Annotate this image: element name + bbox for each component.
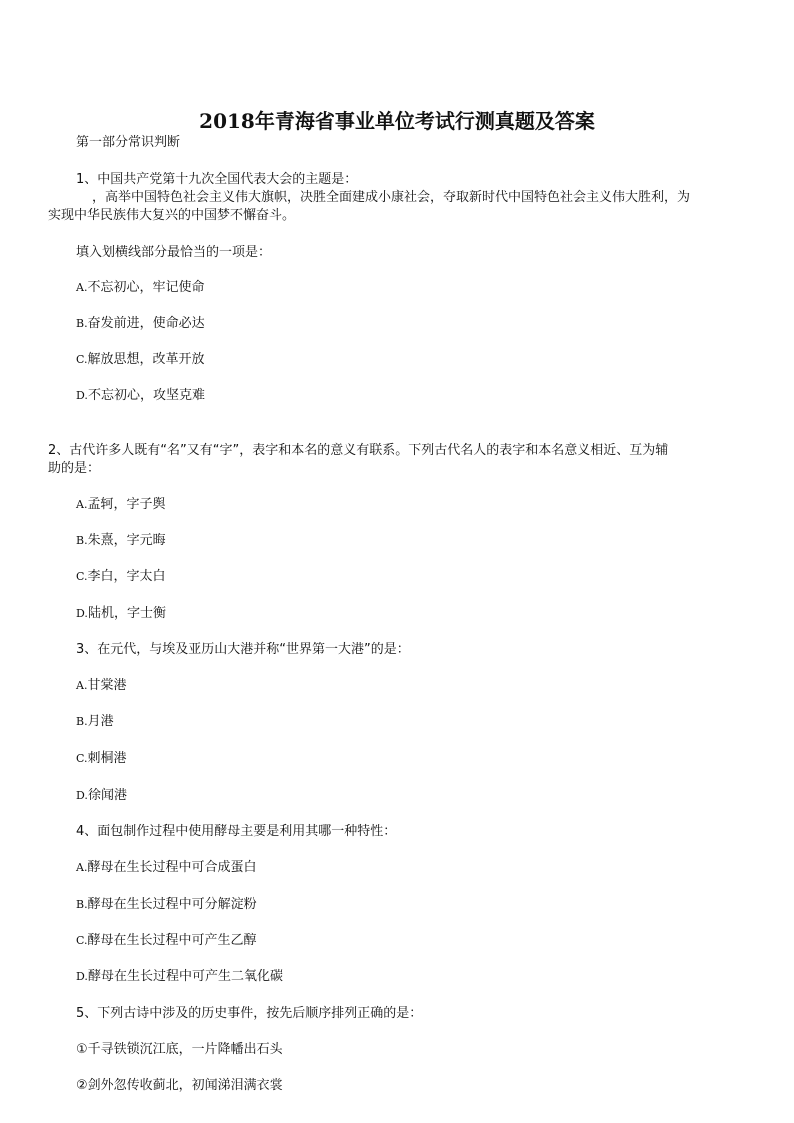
option-text: 不忘初心，牢记使命 (87, 280, 205, 295)
q4-option-c (76, 932, 257, 950)
q4-option-a (76, 859, 256, 877)
option-letter: D. (76, 389, 88, 402)
option-text: 月港 (87, 714, 114, 729)
option-text: 陆机，字士衡 (87, 606, 166, 621)
option-letter: A. (76, 679, 88, 692)
option-letter: C. (76, 934, 88, 947)
q3-stem: 3、在元代，与埃及亚历山大港并称“世界第一大港”的是： (76, 642, 410, 657)
option-letter: B. (76, 715, 88, 728)
option-text: 李白，字太白 (87, 569, 166, 584)
q2-option-d (76, 605, 166, 623)
option-letter: C. (76, 570, 88, 583)
q2-option-b (76, 532, 166, 550)
option-text: 甘棠港 (87, 678, 127, 693)
q2-option-c (76, 568, 166, 586)
option-letter: B. (76, 898, 88, 911)
option-letter: A. (76, 281, 88, 294)
option-text: 不忘初心，攻坚克难 (87, 388, 205, 403)
option-letter: A. (76, 498, 88, 511)
option-text: 酵母在生长过程中可产生二氧化碳 (87, 969, 283, 984)
q4-option-b (76, 896, 257, 914)
q2-option-a (76, 496, 165, 514)
q1-stem-line3: 实现中华民族伟大复兴的中国梦不懈奋斗。 (48, 208, 296, 223)
option-letter: B. (76, 534, 88, 547)
option-text: 孟轲，字子舆 (87, 497, 166, 512)
q3-option-c (76, 750, 127, 768)
q1-option-a (76, 279, 204, 297)
q1-option-d (76, 387, 205, 405)
option-text: 刺桐港 (87, 751, 127, 766)
option-letter: B. (76, 317, 88, 330)
q5-item-2: ②剑外忽传收蓟北，初闻涕泪满衣裳 (76, 1078, 283, 1093)
option-text: 徐闻港 (87, 788, 127, 803)
option-letter: C. (76, 353, 88, 366)
q4-stem: 4、面包制作过程中使用酵母主要是利用其哪一种特性： (76, 824, 397, 839)
section-heading: 第一部分常识判断 (76, 135, 181, 150)
option-letter: D. (76, 789, 88, 802)
option-letter: D. (76, 970, 88, 983)
q2-stem: 2、古代许多人既有“名”又有“字”，表字和本名的意义有联系。下列古代名人的表字和本名意义相近、互为辅 (48, 443, 669, 458)
document-title: 2018年青海省事业单位考试行测真题及答案 (199, 109, 595, 133)
q3-option-b (76, 713, 114, 731)
q3-option-d (76, 787, 127, 805)
q5-item-1: ①千寻铁锁沉江底，一片降幡出石头 (76, 1042, 283, 1057)
q2-stem-line2: 助的是： (48, 461, 101, 476)
q3-option-a (76, 677, 126, 695)
option-letter: C. (76, 752, 88, 765)
q1-option-b (76, 315, 205, 333)
option-letter: A. (76, 861, 88, 874)
option-text: 酵母在生长过程中可合成蛋白 (87, 860, 257, 875)
option-text: 朱熹，字元晦 (87, 533, 166, 548)
q1-prompt: 填入划横线部分最恰当的一项是： (76, 245, 272, 260)
option-letter: D. (76, 607, 88, 620)
option-text: 酵母在生长过程中可分解淀粉 (87, 897, 257, 912)
q1-option-c (76, 351, 205, 369)
q1-stem: 1、中国共产党第十九次全国代表大会的主题是： (76, 172, 358, 187)
option-text: 解放思想，改革开放 (87, 352, 205, 367)
q4-option-d (76, 968, 283, 986)
q5-stem: 5、下列古诗中涉及的历史事件，按先后顺序排列正确的是： (76, 1006, 423, 1021)
q1-stem-line2: ，高举中国特色社会主义伟大旗帜，决胜全面建成小康社会，夺取新时代中国特色社会主义伟大胜利，为 (92, 190, 691, 205)
option-text: 酵母在生长过程中可产生乙醇 (87, 933, 257, 948)
option-text: 奋发前进，使命必达 (87, 316, 205, 331)
